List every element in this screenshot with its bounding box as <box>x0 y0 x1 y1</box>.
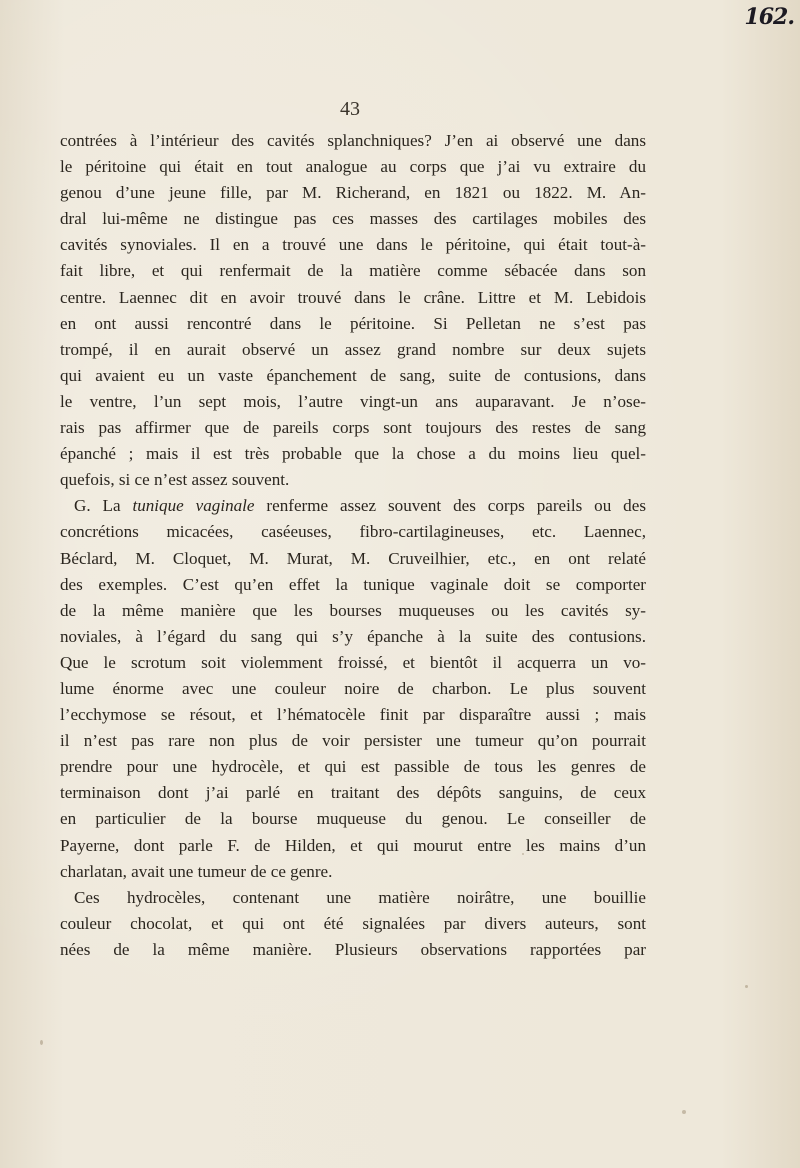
paper-speck <box>40 1040 43 1045</box>
archive-page-stamp: 162. <box>744 4 794 30</box>
page-number: 43 <box>340 98 360 120</box>
text-line: en ont aussi rencontré dans le péritoine. Si Pelletan ne s’est pas <box>60 313 646 333</box>
text-line: couleur chocolat, et qui ont été signalées par divers auteurs, sont <box>60 913 646 933</box>
text-line: le ventre, l’un sept mois, l’autre vingt-un ans auparavant. Je n’ose- <box>60 391 646 411</box>
body-text <box>60 128 646 963</box>
text-line: trompé, il en aurait observé un assez grand nombre sur deux sujets <box>60 339 646 359</box>
text-line: Payerne, dont parle F. de Hilden, et qui mourut entre les mains d’un <box>60 835 646 855</box>
text-line: Béclard, M. Cloquet, M. Murat, M. Cruveilhier, etc., en ont relaté <box>60 548 646 568</box>
text-line: cavités synoviales. Il en a trouvé une dans le péritoine, qui était tout-à- <box>60 235 646 255</box>
text-line: nées de la même manière. Plusieurs observations rapportées par <box>60 939 646 959</box>
text-line: centre. Laennec dit en avoir trouvé dans le crâne. Littre et M. Lebidois <box>60 287 646 307</box>
text-line: des exemples. C’est qu’en effet la tunique vaginale doit se comporter <box>60 574 646 594</box>
text-line: terminaison dont j’ai parlé en traitant des dépôts sanguins, de ceux <box>60 783 646 803</box>
text-line: noviales, à l’égard du sang qui s’y épanche à la suite des contusions. <box>60 626 646 646</box>
text-line: lume énorme avec une couleur noire de charbon. Le plus souvent <box>60 678 646 698</box>
paper-speck <box>745 985 748 988</box>
text-line: quefois, si ce n’est assez souvent. <box>60 470 290 490</box>
text-line: l’ecchymose se résout, et l’hématocèle finit par disparaître aussi ; mais <box>60 705 646 725</box>
text-line: concrétions micacées, caséeuses, fibro-cartilagineuses, etc. Laennec, <box>60 522 646 542</box>
text-line: de la même manière que les bourses muqueuses ou les cavités sy- <box>60 600 646 620</box>
text-line: le péritoine qui était en tout analogue au corps que j’ai vu extraire du <box>60 157 646 177</box>
italic-term: tunique vaginale <box>132 496 255 516</box>
text-line: épanché ; mais il est très probable que la chose a du moins lieu quel- <box>60 444 646 464</box>
text-line: Ces hydrocèles, contenant une matière noirâtre, une bouillie <box>74 887 646 907</box>
text-line: qui avaient eu un vaste épanchement de sang, suite de contusions, dans <box>60 365 646 385</box>
text-line: fait libre, et qui renfermait de la matière comme sébacée dans son <box>60 261 646 281</box>
text-line: charlatan, avait une tumeur de ce genre. <box>60 861 333 881</box>
paragraph-g-first-line <box>60 493 646 519</box>
text-line: en particulier de la bourse muqueuse du genou. Le conseiller de <box>60 809 646 829</box>
text-line: contrées à l’intérieur des cavités splanchniques? J’en ai observé une dans <box>60 131 646 150</box>
text-line: dral lui-même ne distingue pas ces masses des cartilages mobiles des <box>60 209 646 229</box>
paper-speck <box>682 1110 686 1114</box>
text-line: il n’est pas rare non plus de voir persister une tumeur qu’on pourrait <box>60 731 646 751</box>
text-fragment: G. La <box>74 496 133 516</box>
text-line: prendre pour une hydrocèle, et qui est passible de tous les genres de <box>60 757 646 777</box>
text-line: rais pas affirmer que de pareils corps sont toujours des restes de sang <box>60 418 646 438</box>
paper-speck <box>522 853 524 855</box>
text-fragment: renferme assez souvent des corps pareils ou des <box>254 496 646 516</box>
text-line: genou d’une jeune fille, par M. Richerand, en 1821 ou 1822. M. An- <box>60 183 646 203</box>
text-line: Que le scrotum soit violemment froissé, et bientôt il acquerra un vo- <box>60 652 646 672</box>
